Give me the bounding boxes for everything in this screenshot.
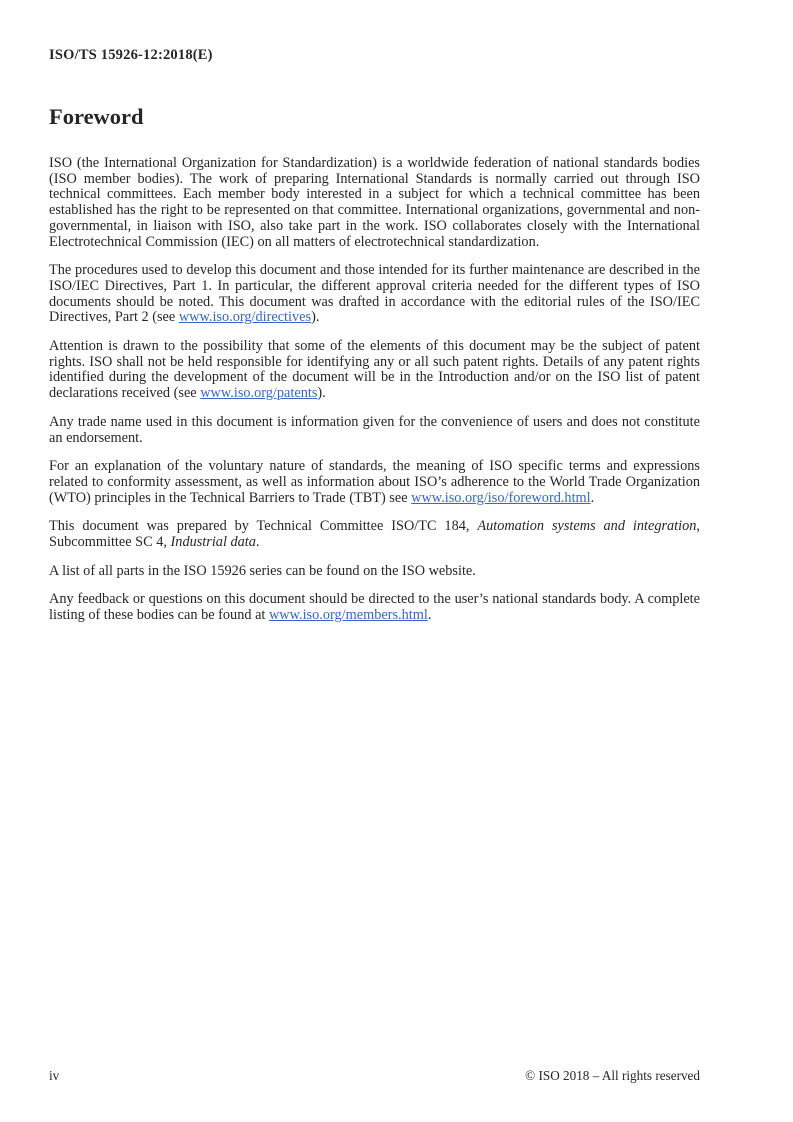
text-run: The procedures used to develop this document and those intended for its further maintenance are described in the ISO/IEC Directives, Part 1. In particular, the different approval criteria needed for the different types of ISO documents should be noted. This document was drafted in accordance with the editorial rules of the ISO/IEC Directives, Part 2 (see <box>49 262 700 326</box>
text-run: . <box>255 534 260 551</box>
text-run: ISO (the International Organization for Standardization) is a worldwide federation of national standards bodies (ISO member bodies). The work of preparing International Standards is normally carried out through ISO technical committees. Each member body interested in a subject for which a technical committee has been established has the right to be represented on that committee. International organizations, governmental and non-governmental, in liaison with ISO, also take part in the work. ISO collaborates closely with the International Electrotechnical Commission (IEC) on all matters of electrotechnical standardization. <box>49 155 700 250</box>
italic-text: Automation systems and integration <box>477 518 697 535</box>
hyperlink[interactable]: www.iso.org/iso/foreword.html <box>411 489 591 506</box>
text-run: For an explanation of the voluntary nature of standards, the meaning of ISO specific terms and expressions related to conformity assessment, as well as information about ISO’s adherence to the World Trade Organization (WTO) principles in the Technical Barriers to Trade (TBT) see <box>49 458 700 506</box>
paragraph <box>49 415 700 446</box>
page-number: iv <box>49 1068 60 1083</box>
page-footer <box>49 1068 700 1084</box>
text-run: Any feedback or questions on this document should be directed to the user’s national standards body. A complete listing of these bodies can be found at <box>49 591 700 624</box>
hyperlink[interactable]: www.iso.org/patents <box>200 385 318 402</box>
text-run: This document was prepared by Technical Committee ISO/TC 184, <box>49 518 478 535</box>
text-run: , Subcommittee SC 4, <box>49 518 700 551</box>
paragraph <box>49 592 700 623</box>
paragraph <box>49 263 700 326</box>
text-run: . <box>427 607 432 624</box>
text-run: Attention is drawn to the possibility that some of the elements of this document may be the subject of patent rights. ISO shall not be held responsible for identifying any or all such patent rights. Details of any patent rights identified during the development of the document will be in the Introduction and/or on the ISO list of patent declarations received (see <box>49 338 700 402</box>
page-title: Foreword <box>49 104 144 129</box>
italic-text: Industrial data <box>170 534 256 551</box>
text-run: Any trade name used in this document is information given for the convenience of users and does not constitute an endorsement. <box>49 413 700 446</box>
document-code: ISO/TS 15926-12:2018(E) <box>49 47 213 63</box>
paragraph <box>49 339 700 402</box>
hyperlink[interactable]: www.iso.org/members.html <box>268 607 428 624</box>
text-run: . <box>590 489 595 506</box>
paragraph <box>49 156 700 250</box>
text-run: ). <box>311 309 320 326</box>
paragraph <box>49 459 700 506</box>
paragraph <box>49 564 700 580</box>
foreword-paragraphs <box>49 156 700 637</box>
paragraph <box>49 519 700 550</box>
text-run: A list of all parts in the ISO 15926 series can be found on the ISO website. <box>49 562 476 579</box>
copyright-notice: © ISO 2018 – All rights reserved <box>525 1068 700 1083</box>
hyperlink[interactable]: www.iso.org/directives <box>178 309 312 326</box>
text-run: ). <box>317 385 326 402</box>
